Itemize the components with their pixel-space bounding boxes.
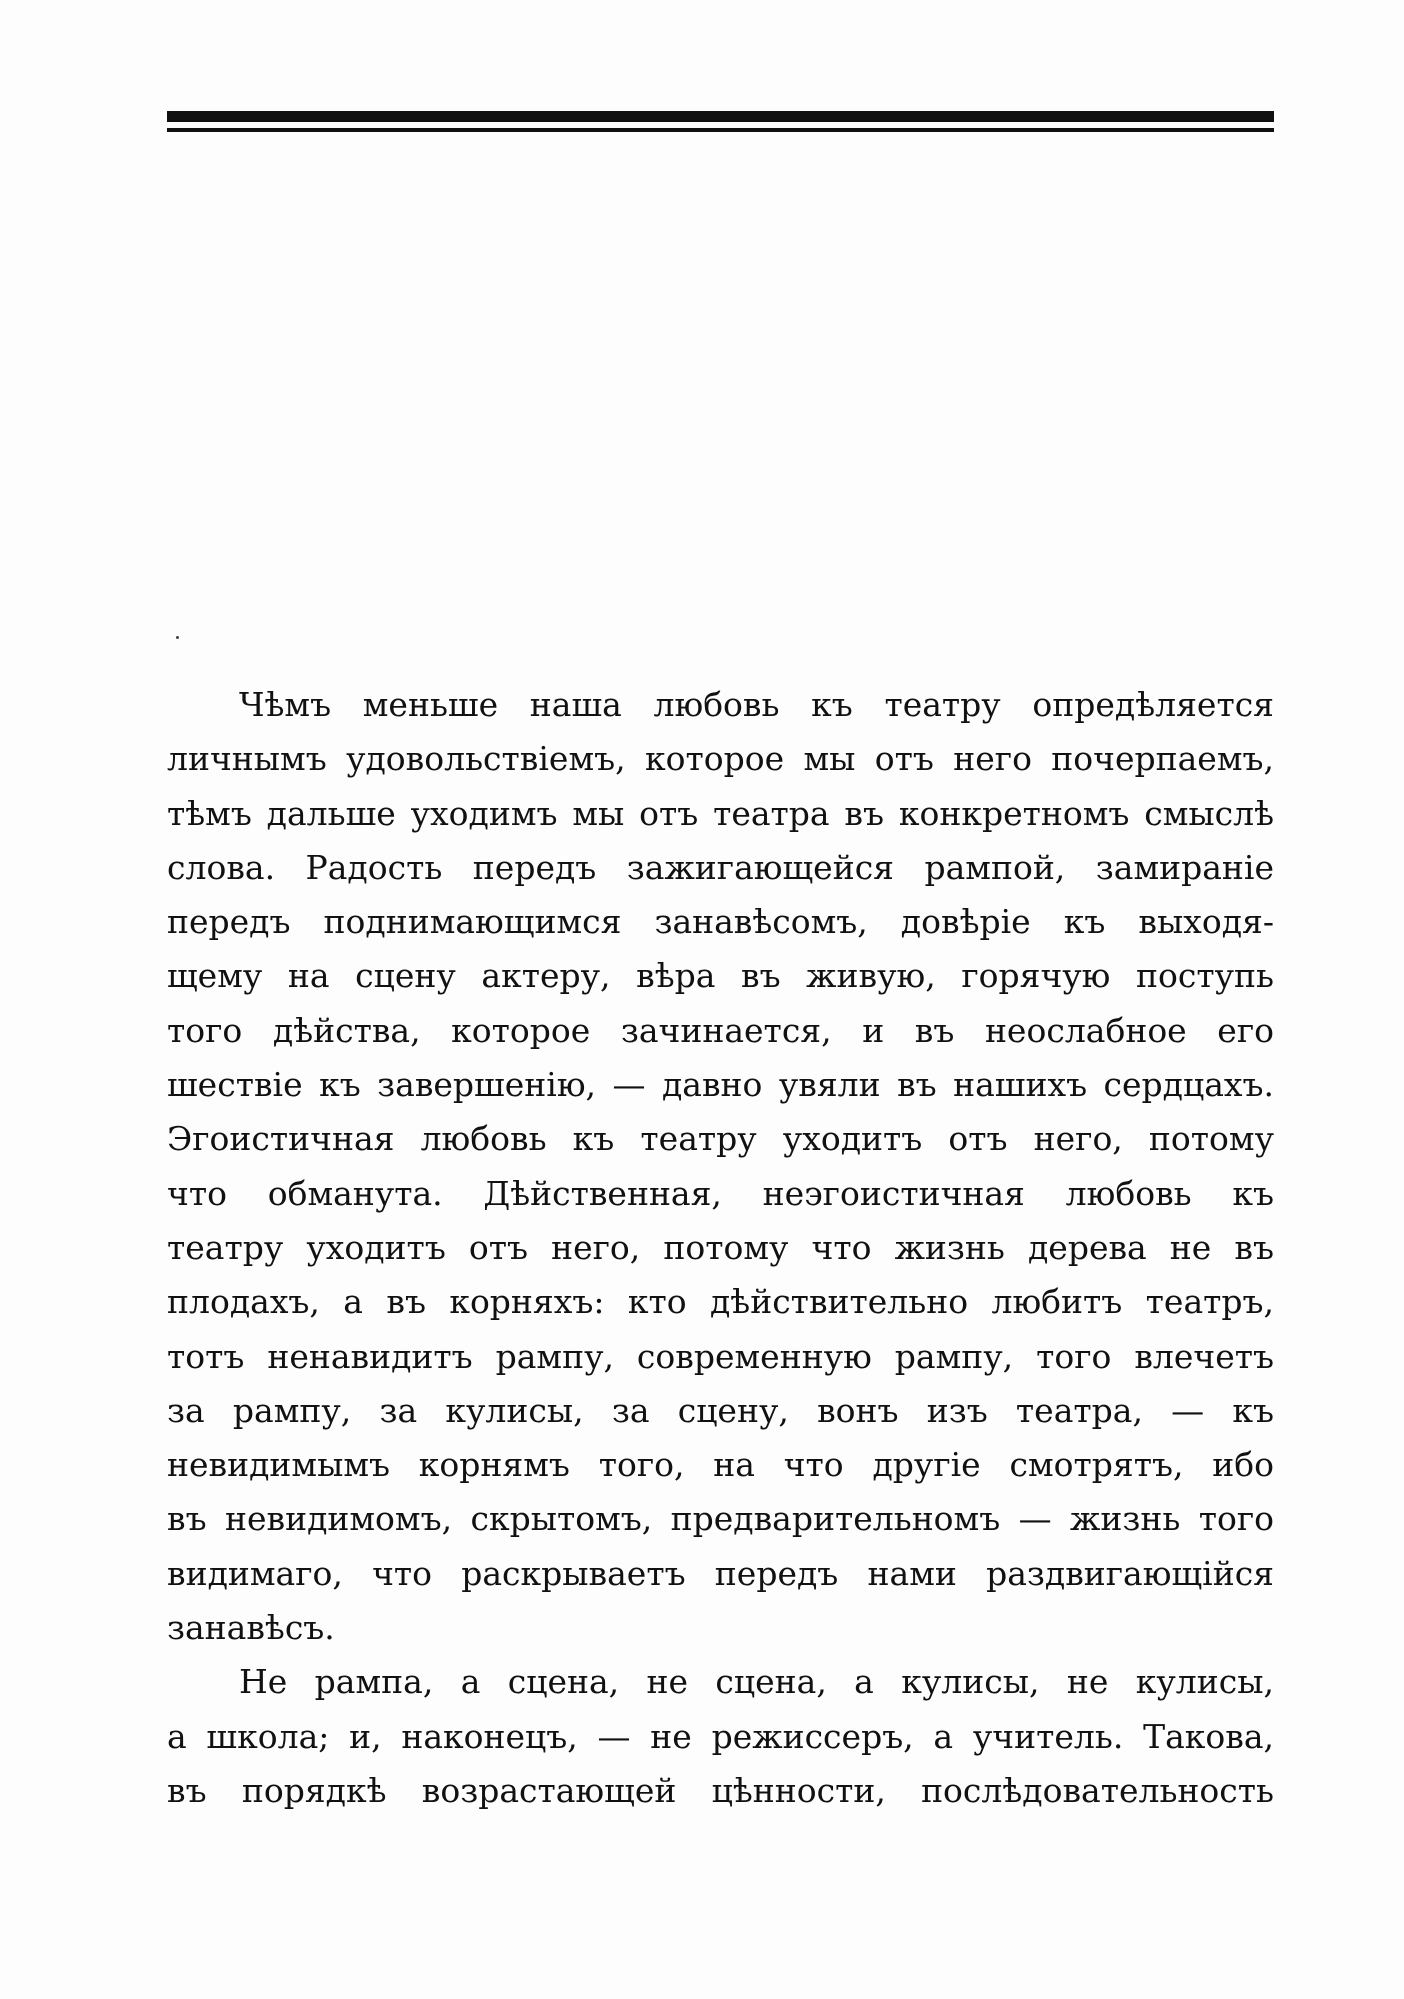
text-line: театру уходитъ отъ него, потому что жизнь дерева не въ [167, 1227, 1274, 1267]
print-speck [176, 636, 179, 639]
text-line: плодахъ, а въ корняхъ: кто дѣйствительно любитъ театръ, [167, 1282, 1274, 1322]
text-line: невидимымъ корнямъ того, на что другіе смотрятъ, ибо [167, 1445, 1274, 1485]
paragraph-2 [167, 1655, 1274, 1818]
text-line: Не рампа, а сцена, не сцена, а кулисы, не кулисы, [239, 1662, 1274, 1702]
text-line: Чѣмъ меньше наша любовь къ театру опредѣляется [239, 685, 1274, 724]
text-line: личнымъ удовольствіемъ, которое мы отъ него почерпаемъ, [167, 739, 1274, 779]
text-line: за рампу, за кулисы, за сцену, вонъ изъ театра, — къ [167, 1390, 1274, 1430]
text-line: видимаго, что раскрываетъ передъ нами раздвигающійся [167, 1553, 1274, 1593]
text-line: щему на сцену актеру, вѣра въ живую, горячую поступь [167, 956, 1274, 996]
body-text [167, 678, 1274, 1818]
text-line: тотъ ненавидитъ рампу, современную рампу, того влечетъ [167, 1336, 1274, 1376]
paragraph-1 [167, 678, 1274, 1655]
text-line: въ невидимомъ, скрытомъ, предварительномъ — жизнь того [167, 1499, 1274, 1539]
header-rule-thick [167, 111, 1274, 122]
text-line: Эгоистичная любовь къ театру уходитъ отъ него, потому [167, 1119, 1274, 1159]
header-rule-thin [167, 128, 1274, 132]
text-line: того дѣйства, которое зачинается, и въ неослабное его [167, 1010, 1274, 1050]
text-line: занавѣсъ. [167, 1608, 335, 1648]
text-line: тѣмъ дальше уходимъ мы отъ театра въ конкретномъ смыслѣ [167, 793, 1274, 833]
text-line: въ порядкѣ возрастающей цѣнности, послѣдовательность [167, 1770, 1274, 1810]
text-line: что обманута. Дѣйственная, неэгоистичная любовь къ [167, 1173, 1274, 1213]
text-line: шествіе къ завершенію, — давно увяли въ нашихъ сердцахъ. [167, 1065, 1274, 1105]
text-line: передъ поднимающимся занавѣсомъ, довѣріе къ выходя- [167, 902, 1274, 942]
text-line: слова. Радость передъ зажигающейся рампой, замираніе [167, 847, 1274, 887]
text-line: а школа; и, наконецъ, — не режиссеръ, а учитель. Такова, [167, 1716, 1274, 1756]
